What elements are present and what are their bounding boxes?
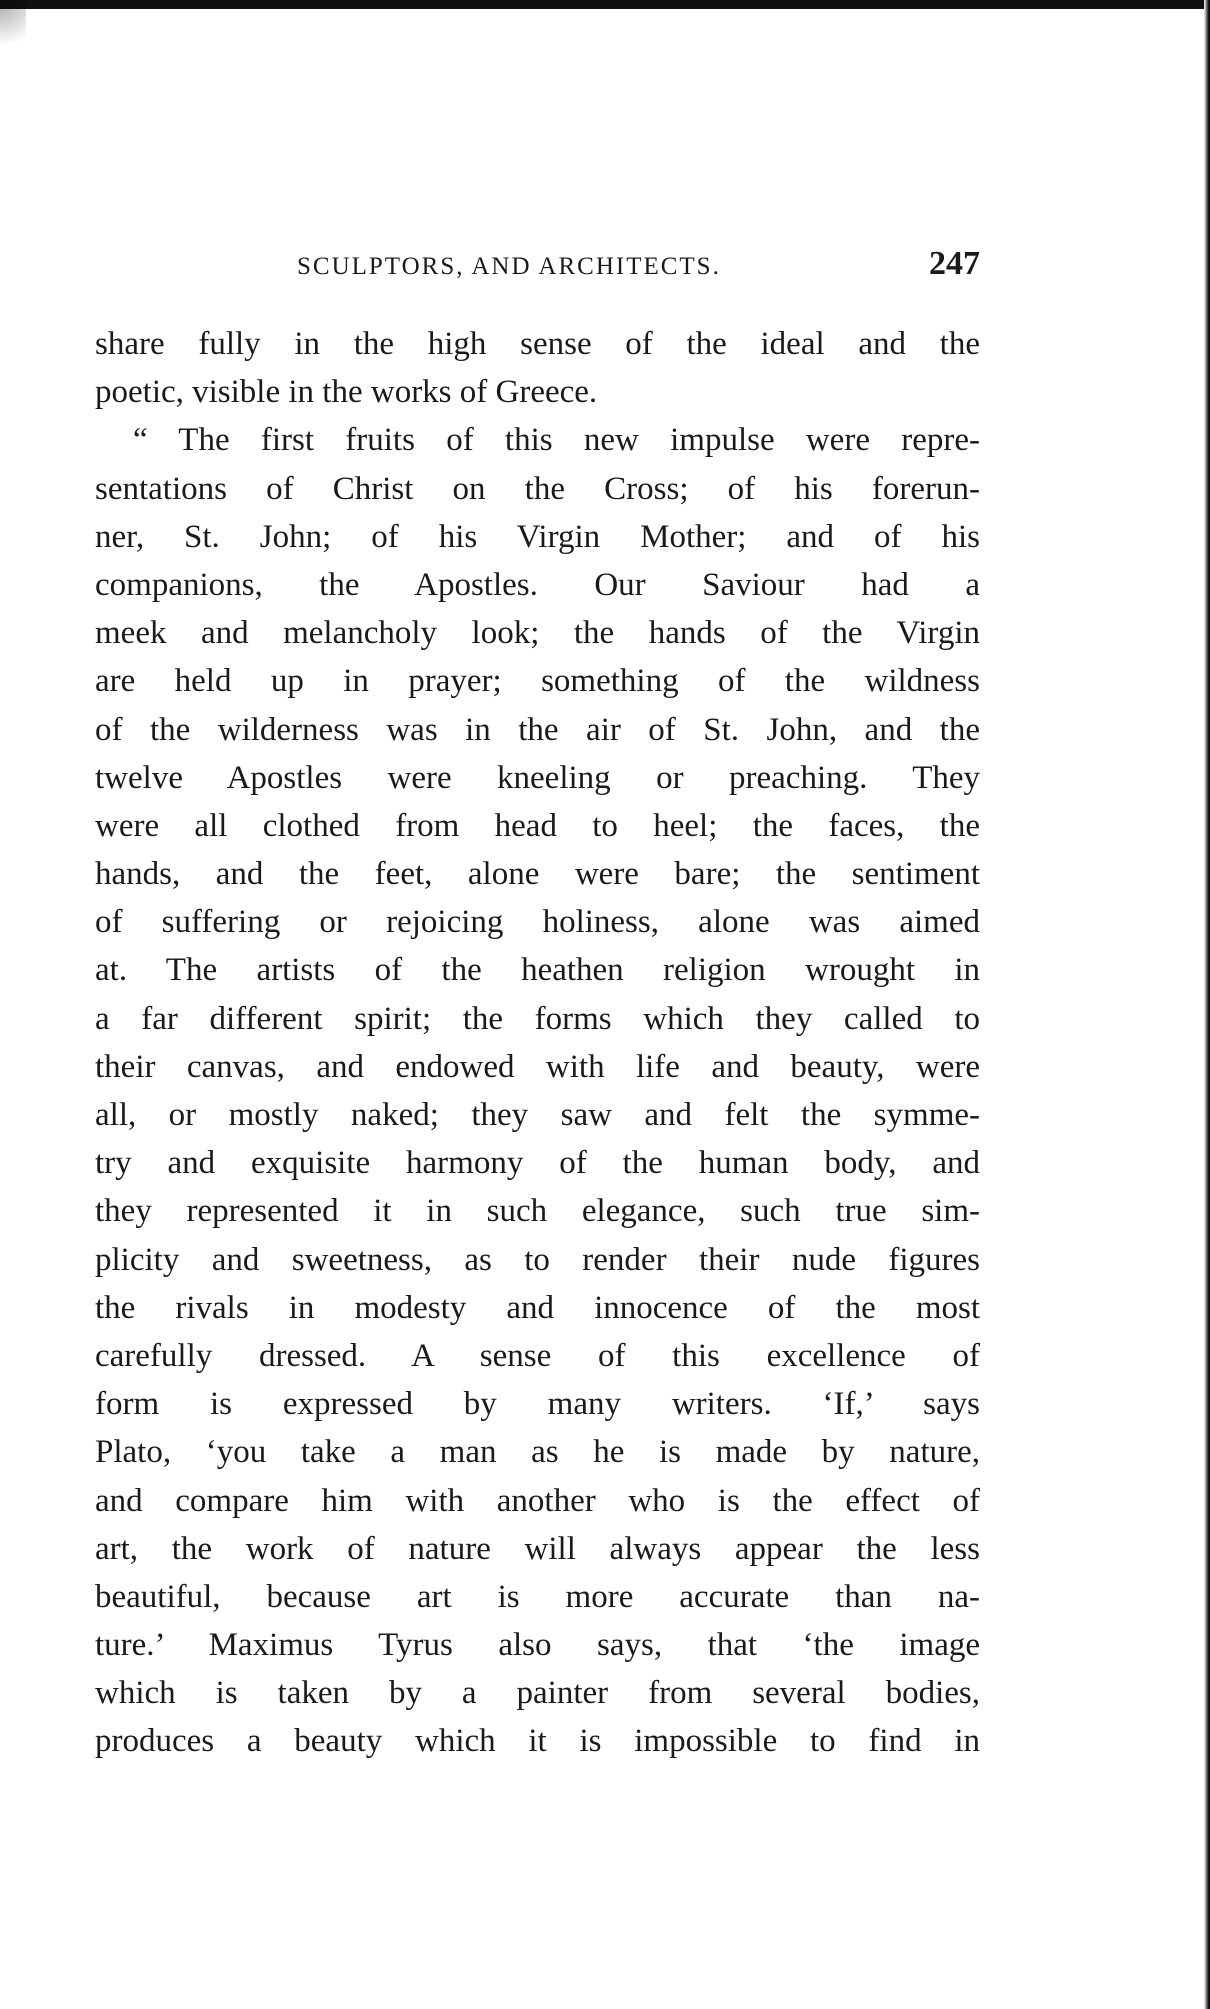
text-line: beautiful, because art is more accurate than na-	[95, 1578, 980, 1615]
text-line: hands, and the feet, alone were bare; the sentiment	[95, 856, 980, 893]
text-line: meek and melancholy look; the hands of the Virgin	[95, 615, 980, 652]
text-line: share fully in the high sense of the ideal and the	[95, 326, 980, 362]
text-line: try and exquisite harmony of the human body, and	[95, 1145, 980, 1182]
text-line: of the wilderness was in the air of St. John, and the	[95, 711, 980, 748]
text-line: of suffering or rejoicing holiness, alone was aimed	[95, 904, 980, 941]
text-line: all, or mostly naked; they saw and felt the symme-	[95, 1097, 980, 1133]
text-line: plicity and sweetness, as to render their nude figures	[95, 1241, 980, 1278]
text-line: they represented it in such elegance, such true sim-	[95, 1193, 980, 1230]
page-right-edge	[1204, 0, 1210, 2009]
text-line: a far different spirit; the forms which they called to	[95, 1000, 980, 1037]
text-line: “ The first fruits of this new impulse were repre-	[133, 422, 980, 459]
text-line: ner, St. John; of his Virgin Mother; and of his	[95, 518, 980, 555]
text-line: sentations of Christ on the Cross; of his forerun-	[95, 470, 980, 507]
text-line: and compare him with another who is the effect of	[95, 1482, 980, 1519]
page-top-edge	[0, 0, 1210, 9]
text-line: their canvas, and endowed with life and beauty, were	[95, 1048, 980, 1085]
text-line: form is expressed by many writers. ‘If,’ says	[95, 1386, 980, 1423]
text-line: ture.’ Maximus Tyrus also says, that ‘the image	[95, 1627, 980, 1664]
body-text	[95, 320, 980, 1766]
page-header	[95, 245, 980, 295]
text-line: Plato, ‘you take a man as he is made by nature,	[95, 1434, 980, 1471]
text-line: companions, the Apostles. Our Saviour had a	[95, 566, 980, 603]
text-line: twelve Apostles were kneeling or preaching. They	[95, 759, 980, 796]
text-line: at. The artists of the heathen religion wrought in	[95, 952, 980, 989]
text-line: art, the work of nature will always appear the less	[95, 1530, 980, 1567]
page-number: 247	[929, 245, 980, 282]
text-line: are held up in prayer; something of the wildness	[95, 663, 980, 700]
text-line: poetic, visible in the works of Greece.	[95, 374, 598, 411]
text-line: which is taken by a painter from several bodies,	[95, 1675, 980, 1712]
scan-corner-mark	[0, 0, 26, 60]
text-line: produces a beauty which it is impossible to find in	[95, 1723, 980, 1760]
text-line: carefully dressed. A sense of this excellence of	[95, 1337, 980, 1374]
text-line: were all clothed from head to heel; the faces, the	[95, 807, 980, 844]
running-head: SCULPTORS, AND ARCHITECTS.	[297, 253, 721, 280]
text-line: the rivals in modesty and innocence of the most	[95, 1289, 980, 1326]
